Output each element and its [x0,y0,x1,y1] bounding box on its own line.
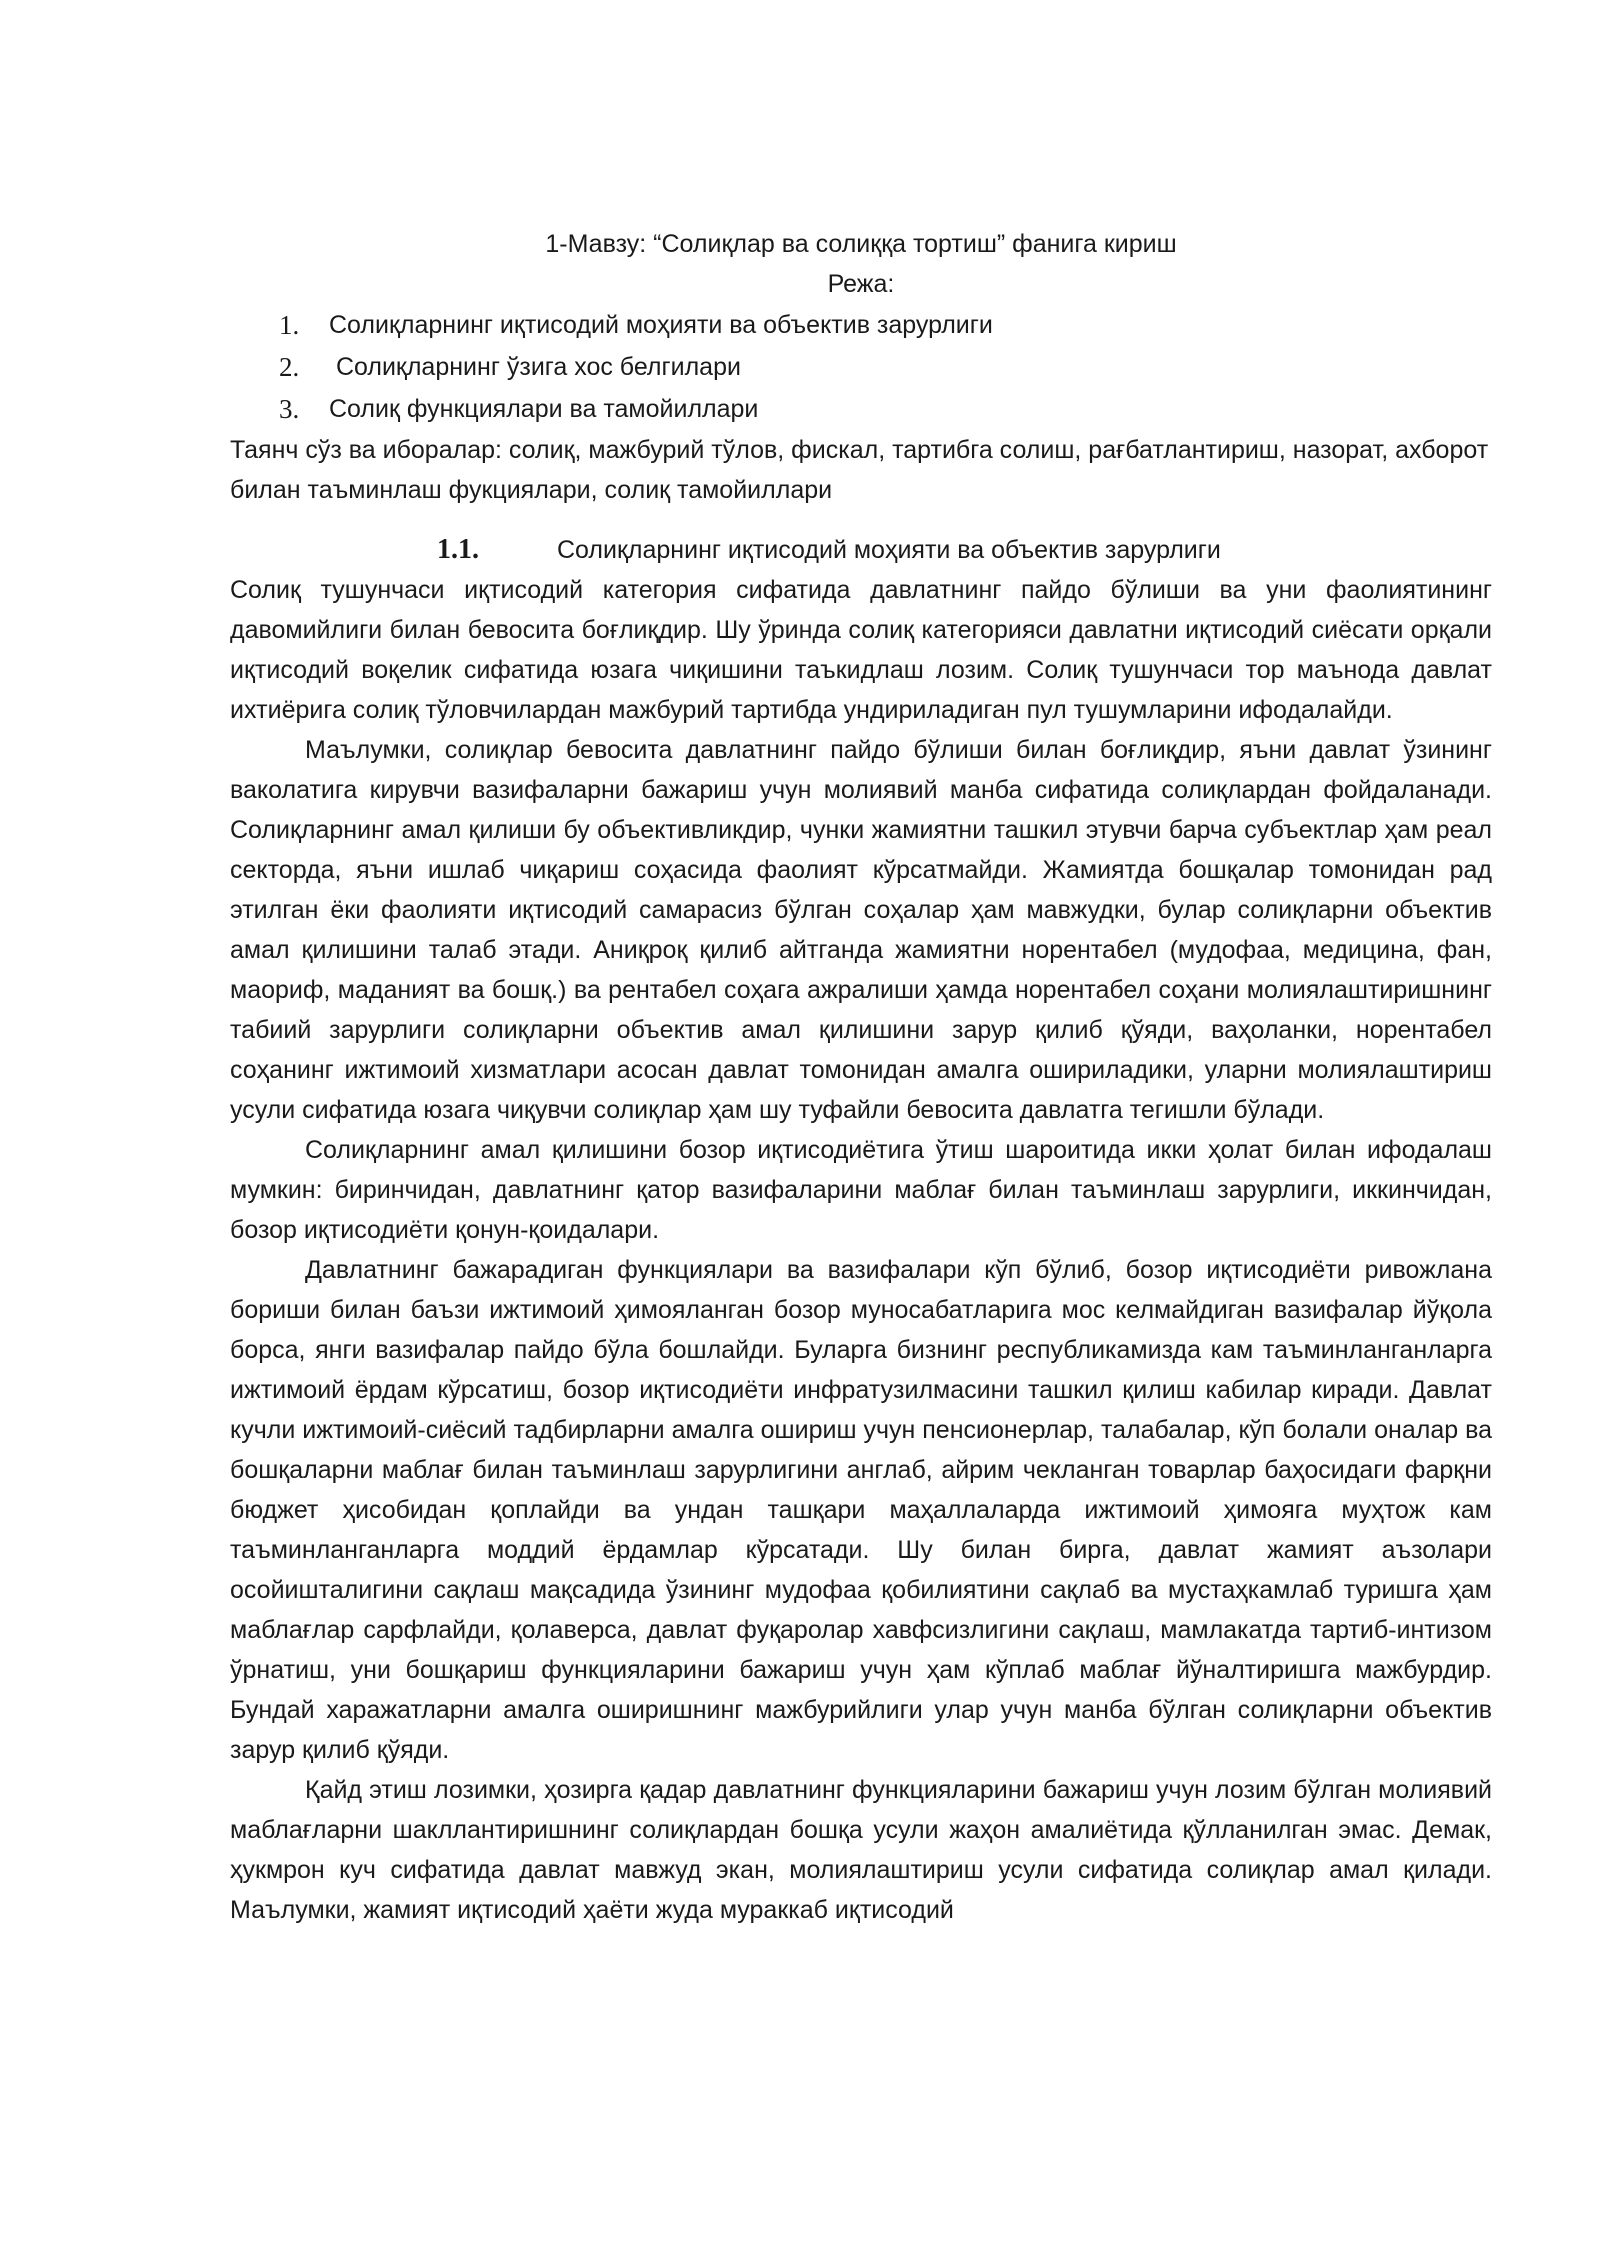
plan-item [230,346,1492,388]
plan-item-number: 1. [279,310,300,340]
section-number: 1.1. [437,534,479,565]
plan-item-text: Солиқ функциялари ва тамойиллари [329,395,759,423]
document-page [230,224,1492,1930]
plan-label: Режа: [827,270,895,298]
body-paragraph: Солиқ тушунчаси иқтисодий категория сифатида давлатнинг пайдо бўлиши ва уни фаолиятининг давомийлиги билан бевосита боғлиқдир. Шу ўринда солиқ категорияси давлатни иқтисодий сиёсати орқали иқтисодий воқелик сифатида юзага чиқишини таъкидлаш лозим. Солиқ тушунчаси тор маънода давлат ихтиёрига солиқ тўловчилардан мажбурий тартибда ундириладиган пул тушумларини ифодалайди. [230,576,1492,724]
plan-item-text: Солиқларнинг ўзига хос белгилари [329,353,741,381]
document-title: 1-Мавзу: “Солиқлар ва солиққа тортиш” фанига кириш [545,230,1177,258]
plan-item [230,388,1492,430]
keywords-paragraph: Таянч сўз ва иборалар: солиқ, мажбурий тўлов, фискал, тартибга солиш, рағбатлантириш, назорат, ахборот билан таъминлаш фукциялари, солиқ тамойиллари [230,436,1489,504]
body-paragraph: Қайд этиш лозимки, ҳозирга қадар давлатнинг функцияларини бажариш учун лозим бўлган молиявий маблағларни шакллантиришнинг солиқлардан бошқа усули жаҳон амалиётида қўлланилган эмас. Демак, ҳукмрон куч сифатида давлат мавжуд экан, молиялаштириш усули сифатида солиқлар амал қилади. Маълумки, жамият иқтисодий ҳаёти жуда мураккаб иқтисодий [230,1776,1492,1924]
plan-list [230,304,1492,430]
plan-item-text: Солиқларнинг иқтисодий моҳияти ва объектив зарурлиги [329,311,993,339]
plan-item-number: 2. [279,352,300,382]
body-paragraph: Солиқларнинг амал қилишини бозор иқтисодиётига ўтиш шароитида икки ҳолат билан ифодалаш мумкин: биринчидан, давлатнинг қатор вазифаларини маблағ билан таъминлаш зарурлиги, иккинчидан, бозор иқтисодиёти қонун-қоидалари. [230,1136,1492,1244]
body-paragraph: Давлатнинг бажарадиган функциялари ва вазифалари кўп бўлиб, бозор иқтисодиёти ривожлана бориши билан баъзи ижтимоий ҳимояланган бозор муносабатларига мос келмайдиган вазифалар йўқола борса, янги вазифалар пайдо бўла бошлайди. Буларга бизнинг республикамизда кам таъминланганларга ижтимоий ёрдам кўрсатиш, бозор иқтисодиёти инфратузилмасини ташкил қилиш кабилар киради. Давлат кучли ижтимоий-сиёсий тадбирларни амалга ошириш учун пенсионерлар, талабалар, кўп болали оналар ва бошқаларни маблағ билан таъминлаш зарурлигини англаб, айрим чекланган товарлар баҳосидаги фарқни бюджет ҳисобидан қоплайди ва ундан ташқари маҳаллаларда ижтимоий ҳимояга муҳтож кам таъминланганларга моддий ёрдамлар кўрсатади. Шу билан бирга, давлат жамият аъзолари осойишталигини сақлаш мақсадида ўзининг мудофаа қобилиятини сақлаб ва мустаҳкамлаб туришга ҳам маблағлар сарфлайди, қолаверса, давлат фуқаролар хавфсизлигини сақлаш, мамлакатда тартиб-интизом ўрнатиш, уни бошқариш функцияларини бажариш учун ҳам кўплаб маблағ йўналтиришга мажбурдир. Бундай харажатларни амалга оширишнинг мажбурийлиги улар учун манба бўлган солиқларни объектив зарур қилиб қўяди. [230,1256,1492,1764]
plan-item [230,304,1492,346]
plan-item-number: 3. [279,394,300,424]
section-heading [230,530,1492,570]
body-paragraph: Маълумки, солиқлар бевосита давлатнинг пайдо бўлиши билан боғлиқдир, яъни давлат ўзининг ваколатига кирувчи вазифаларни бажариш учун молиявий манба сифатида солиқлардан фойдаланади. Солиқларнинг амал қилиши бу объективликдир, чунки жамиятни ташкил этувчи барча субъектлар ҳам реал секторда, яъни ишлаб чиқариш соҳасида фаолият кўрсатмайди. Жамиятда бошқалар томонидан рад этилган ёки фаолияти иқтисодий самарасиз бўлган соҳалар ҳам мавжудки, булар солиқларни объектив амал қилишини талаб этади. Аниқроқ қилиб айтганда жамиятни норентабел (мудофаа, медицина, фан, маориф, маданият ва бошқ.) ва рентабел соҳага ажралиши ҳамда норентабел соҳани молиялаштиришнинг табиий зарурлиги солиқларни объектив амал қилишини зарур қилиб қўяди, ваҳоланки, норентабел соҳанинг ижтимоий хизматлари асосан давлат томонидан амалга ошириладики, уларни молиялаштириш усули сифатида юзага чиқувчи солиқлар ҳам шу туфайли бевосита давлатга тегишли бўлади. [230,736,1492,1124]
section-title: Солиқларнинг иқтисодий моҳияти ва объектив зарурлиги [557,536,1221,564]
